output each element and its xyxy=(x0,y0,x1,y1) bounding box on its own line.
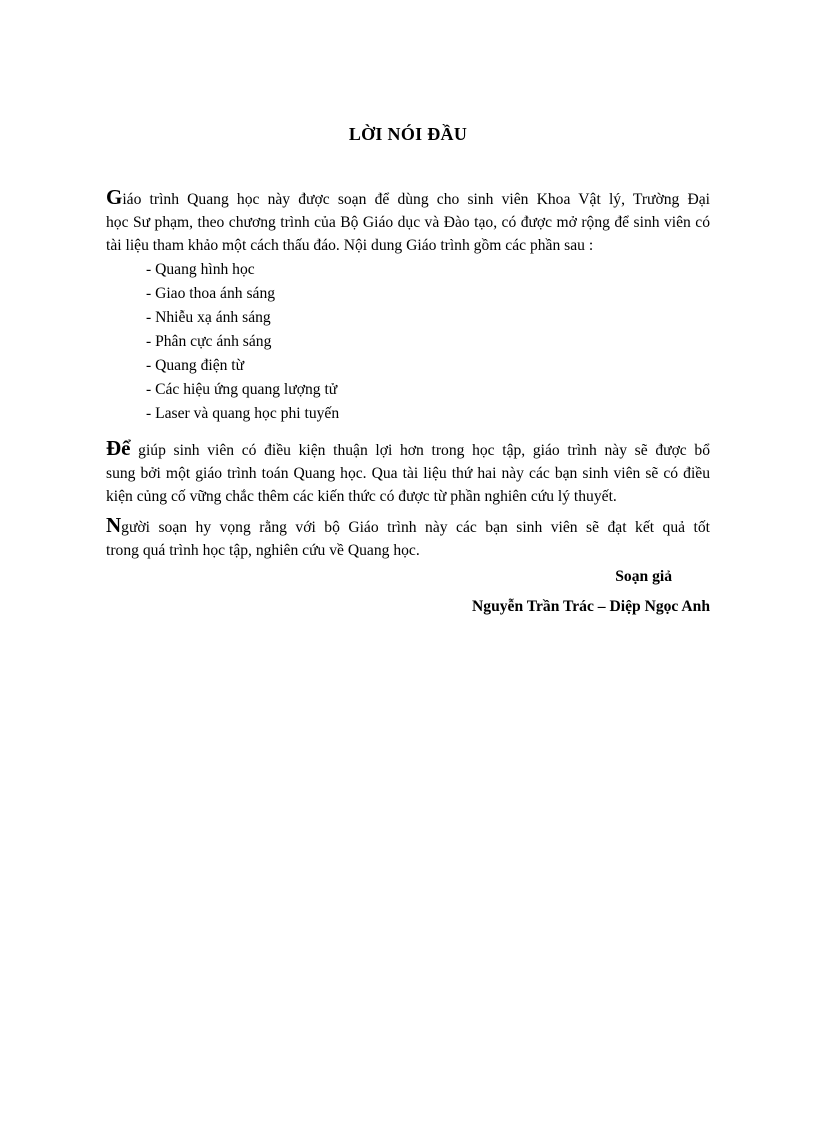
support-rest-text: sung bởi một giáo trình toán Quang học. Qua tài liệu thứ hai này các bạn sinh viên sẽ có điều kiện củng cố vững chắc thêm các kiến thức có được từ phần nghiên cứu lý thuyết. xyxy=(106,465,710,505)
list-item: - Quang điện từ xyxy=(146,357,245,374)
list-item: - Các hiệu ứng quang lượng tử xyxy=(146,381,338,398)
support-paragraph xyxy=(106,437,710,508)
page-title: LỜI NÓI ĐẦU xyxy=(348,124,468,144)
signature-label: Soạn giả xyxy=(615,568,672,585)
intro-dropcap: G xyxy=(106,185,123,209)
signature-authors: Nguyễn Trần Trác – Diệp Ngọc Anh xyxy=(472,598,710,615)
hope-rest-text: trong quá trình học tập, nghiên cứu về Quang học. xyxy=(106,542,420,559)
contents-list xyxy=(146,258,339,426)
support-dropcap: Để xyxy=(106,436,131,460)
intro-first-line-text: iáo trình Quang học này được soạn để dùng cho sinh viên Khoa Vật lý, Trường Đại xyxy=(122,191,710,208)
list-item: - Laser và quang học phi tuyến xyxy=(146,405,340,422)
support-first-line-text: giúp sinh viên có điều kiện thuận lợi hơn trong học tập, giáo trình này sẽ được bổ xyxy=(130,442,710,459)
intro-paragraph xyxy=(106,186,710,257)
intro-first-line xyxy=(106,186,710,211)
hope-first-line xyxy=(106,514,710,539)
hope-paragraph xyxy=(106,514,710,562)
list-item: - Phân cực ánh sáng xyxy=(146,333,272,350)
list-item: - Giao thoa ánh sáng xyxy=(146,285,276,302)
list-item: - Nhiễu xạ ánh sáng xyxy=(146,309,271,326)
support-first-line xyxy=(106,437,710,462)
intro-rest-text: học Sư phạm, theo chương trình của Bộ Giáo dục và Đào tạo, có được mở rộng để sinh viên có tài liệu tham khảo một cách thấu đáo. Nội dung Giáo trình gồm các phần sau : xyxy=(106,214,710,254)
list-item: - Quang hình học xyxy=(146,261,255,278)
hope-dropcap: N xyxy=(106,513,122,537)
hope-first-line-text: gười soạn hy vọng rằng với bộ Giáo trình này các bạn sinh viên sẽ đạt kết quả tốt xyxy=(121,519,710,536)
